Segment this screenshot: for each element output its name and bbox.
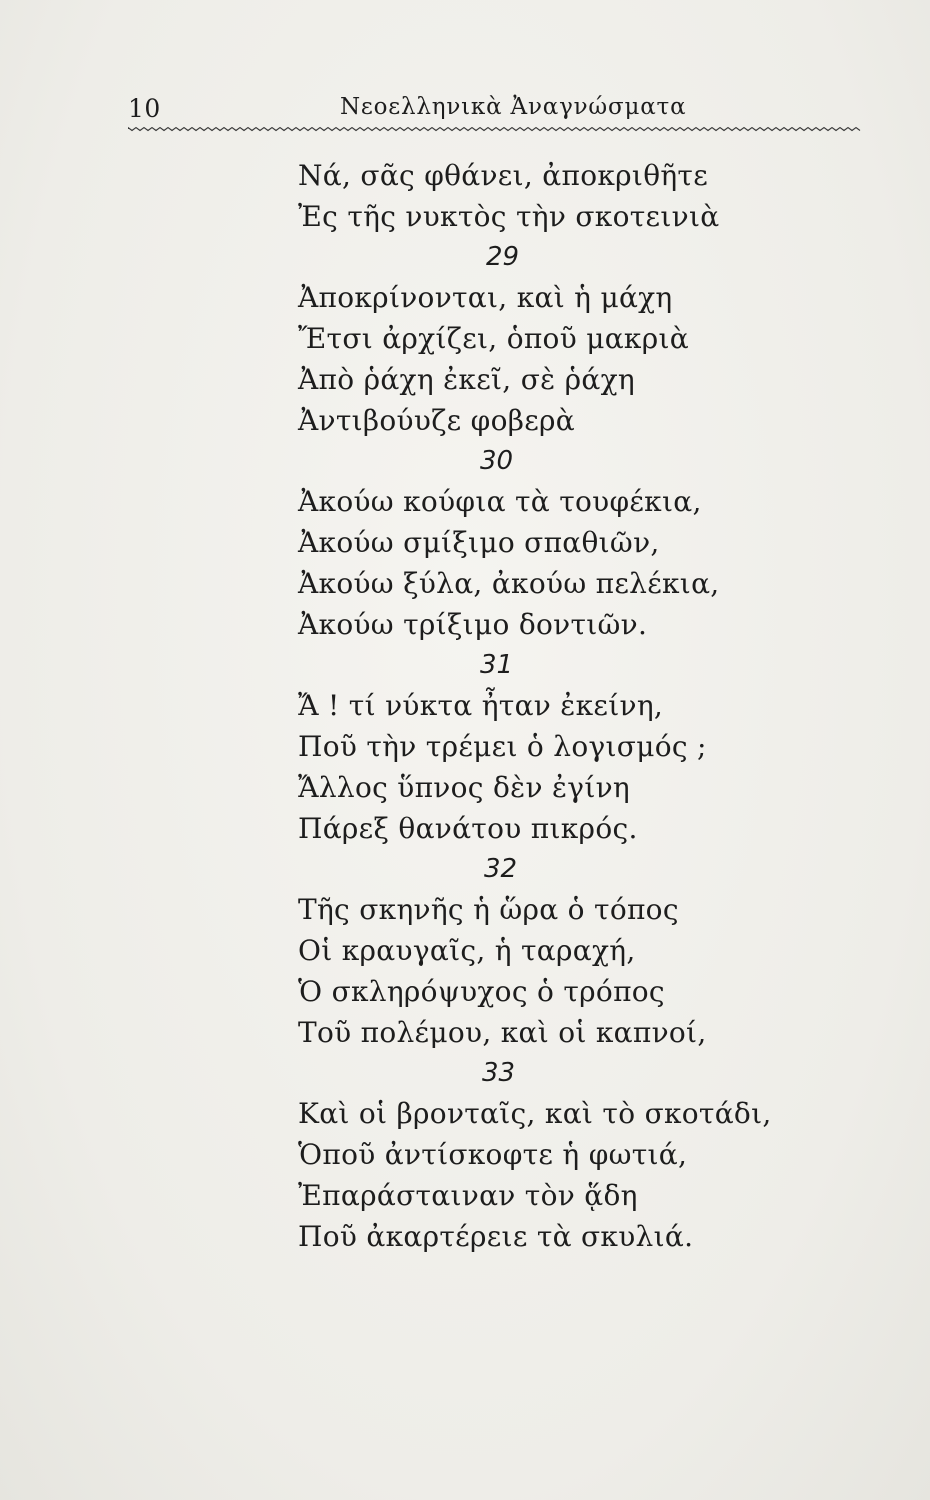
verse-line: Τοῦ πολέμου, καὶ οἱ καπνοί, — [298, 1016, 707, 1049]
stanza-number: 31 — [480, 650, 514, 680]
verse-line: Νά, σᾶς φθάνει, ἀποκριθῆτε — [298, 159, 709, 192]
verse-line: Καὶ οἱ βρονταῖς, καὶ τὸ σκοτάδι, — [298, 1097, 772, 1130]
page-number: 10 — [128, 94, 161, 123]
verse-line: Ἐς τῆς νυκτὸς τὴν σκοτεινιὰ — [298, 200, 720, 233]
verse-line: Τῆς σκηνῆς ἡ ὥρα ὁ τόπος — [298, 893, 679, 926]
stanza-33 — [298, 1053, 818, 1257]
verse-line: Ἀκούω τρίξιμο δοντιῶν. — [298, 608, 648, 641]
verse-line: Ἄ ! τί νύκτα ἦταν ἐκείνη, — [298, 689, 664, 722]
stanza-30 — [298, 441, 818, 645]
header-wavy-rule — [128, 126, 862, 132]
verse-line: Ποῦ ἀκαρτέρειε τὰ σκυλιά. — [298, 1220, 694, 1253]
verse-line: Ἔτσι ἀρχίζει, ὁποῦ μακριὰ — [298, 322, 689, 355]
verse-line: Ἄλλος ὕπνος δὲν ἐγίνη — [298, 771, 631, 804]
verse-line: Ἀπὸ ῥάχη ἐκεῖ, σὲ ῥάχη — [298, 363, 635, 396]
page-header — [128, 92, 862, 126]
verse-line: Ἀκούω κούφια τὰ τουφέκια, — [298, 485, 702, 518]
stanza-32 — [298, 849, 818, 1053]
running-head: Νεοελληνικὰ Ἀναγνώσματα — [340, 94, 687, 120]
stanza-number: 30 — [480, 446, 514, 476]
verse-line: Πάρεξ θανάτου πικρός. — [298, 812, 638, 845]
verse-line: Ποῦ τὴν τρέμει ὁ λογισμός ; — [298, 730, 707, 763]
stanza-31 — [298, 645, 818, 849]
stanza-number: 33 — [482, 1058, 516, 1088]
verse-line: Ἀκούω ξύλα, ἀκούω πελέκια, — [298, 567, 720, 600]
opening-stanza — [298, 155, 818, 237]
stanza-number: 29 — [486, 242, 520, 272]
stanza-number: 32 — [484, 854, 518, 884]
verse-line: Ἀκούω σμίξιμο σπαθιῶν, — [298, 526, 660, 559]
verse-line: Ἀποκρίνονται, καὶ ἡ μάχη — [298, 281, 673, 314]
verse-line: Οἱ κραυγαῖς, ἡ ταραχή, — [298, 934, 636, 967]
verse-line: Ἐπαράσταιναν τὸν ᾅδη — [298, 1179, 638, 1212]
stanza-29 — [298, 237, 818, 441]
verse-line: Ὁποῦ ἀντίσκοφτε ἡ φωτιά, — [298, 1138, 688, 1171]
verse-line: Ὁ σκληρόψυχος ὁ τρόπος — [298, 975, 665, 1008]
verse-line: Ἀντιβούυζε φοβερὰ — [298, 404, 576, 437]
poem-text — [298, 155, 818, 1257]
